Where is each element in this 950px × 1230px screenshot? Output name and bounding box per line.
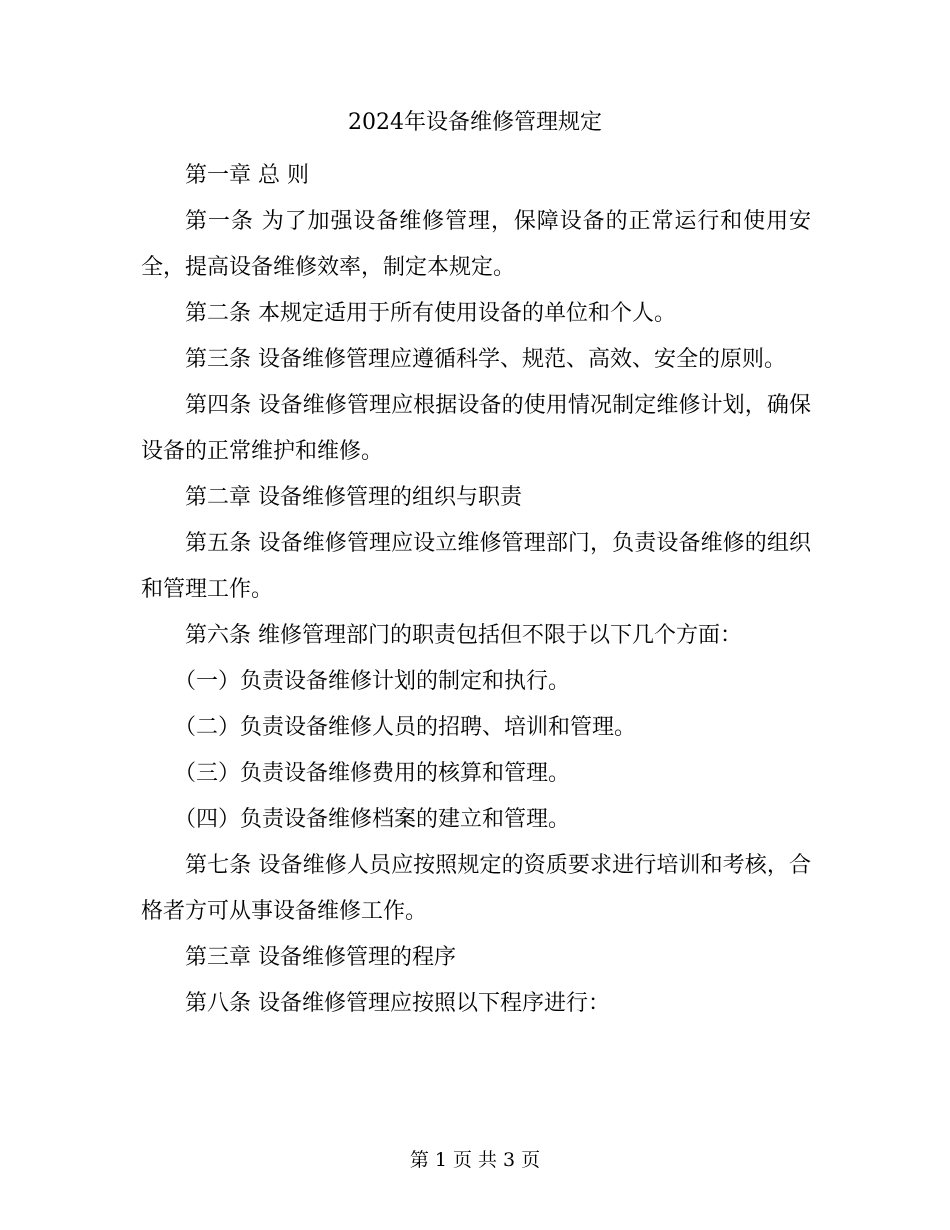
list-item: （二）负责设备维修人员的招聘、培训和管理。	[174, 715, 637, 740]
list-item: （四）负责设备维修档案的建立和管理。	[174, 807, 571, 832]
list-item: （一）负责设备维修计划的制定和执行。	[174, 669, 571, 694]
chapter-heading-2: 第二章 设备维修管理的组织与职责	[185, 485, 522, 510]
article-1: 第一条 为了加强设备维修管理，保障设备的正常运行和使用安全，提高设备维修效率，制定本规定。	[141, 209, 811, 280]
page-number-footer: 第 1 页 共 3 页	[409, 1149, 541, 1171]
article-8: 第八条 设备维修管理应按照以下程序进行：	[185, 991, 610, 1016]
article-4: 第四条 设备维修管理应根据设备的使用情况制定维修计划，确保设备的正常维护和维修。	[141, 393, 811, 464]
article-2: 第二条 本规定适用于所有使用设备的单位和个人。	[185, 301, 676, 326]
document-title: 2024年设备维修管理规定	[348, 110, 602, 135]
article-5: 第五条 设备维修管理应设立维修管理部门，负责设备维修的组织和管理工作。	[141, 531, 811, 602]
article-7: 第七条 设备维修人员应按照规定的资质要求进行培训和考核，合格者方可从事设备维修工作。	[141, 853, 811, 924]
chapter-heading-3: 第三章 设备维修管理的程序	[185, 945, 456, 970]
article-3: 第三条 设备维修管理应遵循科学、规范、高效、安全的原则。	[185, 347, 786, 372]
chapter-heading-1: 第一章 总 则	[185, 163, 309, 188]
article-6: 第六条 维修管理部门的职责包括但不限于以下几个方面：	[185, 623, 742, 648]
list-item: （三）负责设备维修费用的核算和管理。	[174, 761, 571, 786]
document-body	[141, 153, 811, 1027]
